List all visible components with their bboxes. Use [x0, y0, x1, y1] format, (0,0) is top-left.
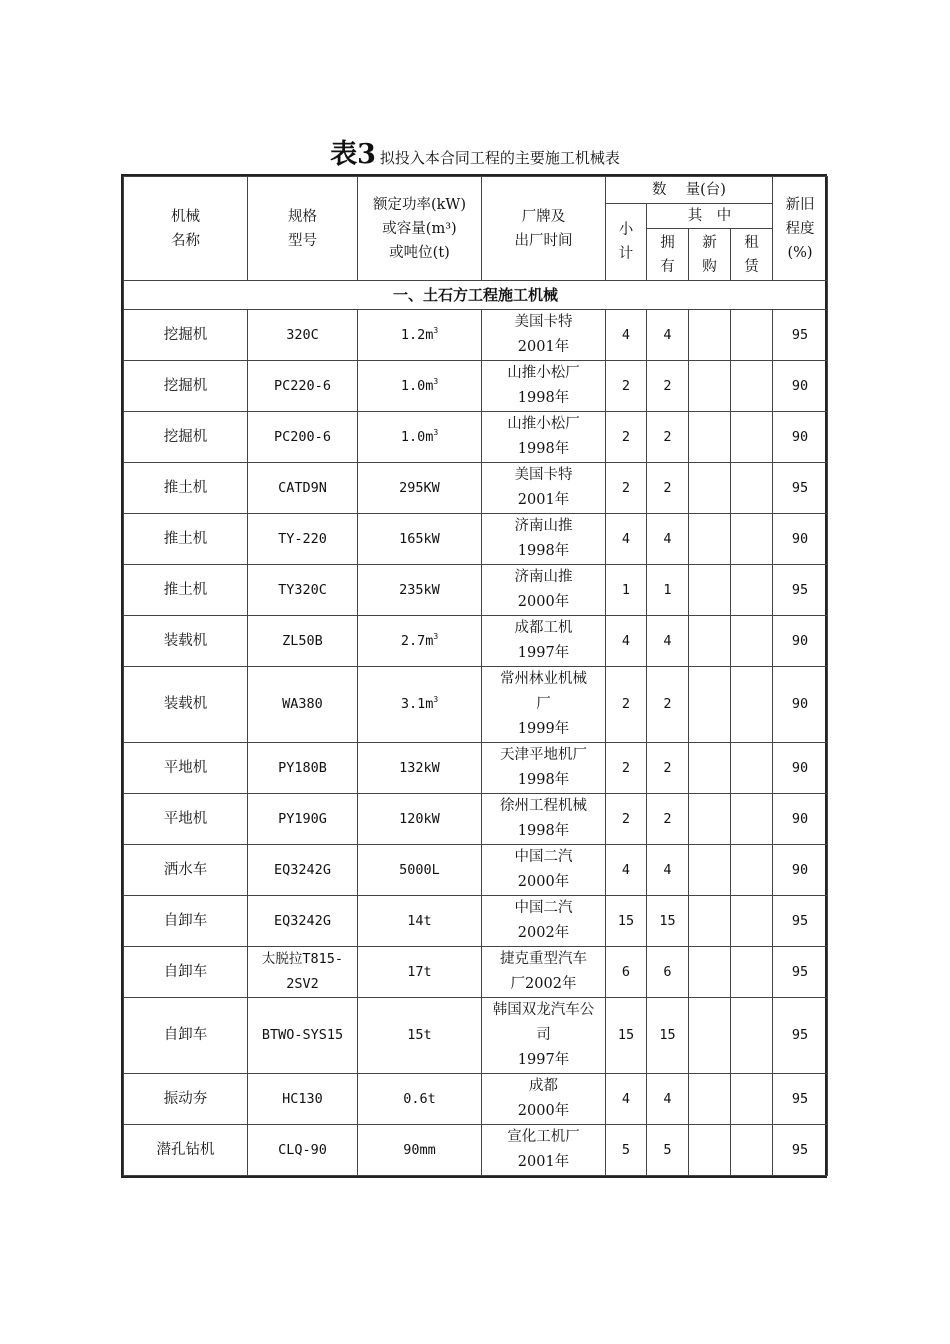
machine-maker: [482, 463, 606, 514]
machine-capacity: [358, 616, 482, 667]
qty-new: [689, 743, 731, 794]
machine-maker: [482, 616, 606, 667]
machine-name: 推土机: [124, 463, 248, 514]
qty-new: [689, 310, 731, 361]
qty-rent: [731, 514, 773, 565]
qty-owned: 4: [647, 310, 689, 361]
header-new-buy: 新 购: [689, 229, 731, 281]
machine-maker: [482, 565, 606, 616]
machine-model: [248, 947, 358, 998]
machine-model-line: TY-220: [278, 530, 327, 547]
capacity-value: 15t: [407, 1027, 432, 1043]
qty-rent: [731, 896, 773, 947]
machine-name: 振动夯: [124, 1074, 248, 1125]
machine-model-line: ZL50B: [282, 632, 323, 649]
machine-capacity: [358, 667, 482, 743]
machine-model-line: HC130: [282, 1090, 323, 1107]
machine-model: [248, 616, 358, 667]
condition-percent: 95: [773, 947, 828, 998]
qty-subtotal: 4: [606, 310, 647, 361]
machine-model: [248, 1125, 358, 1176]
header-subtotal: 小 计: [606, 204, 647, 281]
condition-percent: 95: [773, 565, 828, 616]
machine-maker: [482, 896, 606, 947]
qty-subtotal: 4: [606, 1074, 647, 1125]
qty-rent: [731, 743, 773, 794]
header-condition: 新旧 程度 (%): [773, 177, 828, 281]
machine-model-line: TY320C: [278, 581, 327, 598]
header-of-which: 其 中: [647, 204, 773, 229]
capacity-value: 235kW: [399, 581, 440, 598]
machine-maker-line: 济南山推: [514, 569, 573, 585]
machine-maker-line: 天津平地机厂: [500, 747, 587, 763]
machinery-table: [123, 176, 828, 1176]
machine-name: 推土机: [124, 565, 248, 616]
machine-name: 挖掘机: [124, 310, 248, 361]
table-row: [124, 743, 828, 794]
machine-maker-line: 济南山推: [514, 518, 573, 534]
machine-model: [248, 565, 358, 616]
header-capacity: 额定功率(kW) 或容量(m³) 或吨位(t): [358, 177, 482, 281]
qty-owned: 4: [647, 845, 689, 896]
qty-rent: [731, 616, 773, 667]
machine-capacity: [358, 514, 482, 565]
capacity-value: 17t: [407, 963, 432, 980]
qty-owned: 2: [647, 361, 689, 412]
qty-owned: 2: [647, 412, 689, 463]
qty-subtotal: 4: [606, 514, 647, 565]
machine-maker: [482, 998, 606, 1074]
capacity-unit-exponent: 3: [433, 325, 439, 335]
machine-maker-line: 1999年: [517, 721, 570, 737]
machine-model-line: 320C: [286, 326, 319, 343]
machine-model-line: PY180B: [278, 759, 327, 776]
machine-name: 洒水车: [124, 845, 248, 896]
machine-maker-line: 2001年: [517, 339, 570, 355]
qty-new: [689, 616, 731, 667]
machine-name: 挖掘机: [124, 412, 248, 463]
table-row: [124, 947, 828, 998]
machine-maker-line: 厂2002年: [510, 976, 577, 992]
condition-percent: 90: [773, 412, 828, 463]
condition-percent: 90: [773, 743, 828, 794]
machine-maker-line: 成都工机: [514, 620, 573, 636]
capacity-value: 5000L: [399, 861, 440, 878]
condition-percent: 90: [773, 514, 828, 565]
table-row: [124, 794, 828, 845]
qty-subtotal: 2: [606, 743, 647, 794]
machine-model: [248, 845, 358, 896]
machine-name: 自卸车: [124, 998, 248, 1074]
qty-new: [689, 1125, 731, 1176]
machine-name: 自卸车: [124, 896, 248, 947]
machine-model: [248, 667, 358, 743]
table-row: [124, 514, 828, 565]
machine-maker-line: 捷克重型汽车: [500, 951, 587, 967]
machine-name: 自卸车: [124, 947, 248, 998]
machine-model: [248, 361, 358, 412]
machine-maker: [482, 412, 606, 463]
qty-owned: 4: [647, 616, 689, 667]
machine-name: 潜孔钻机: [124, 1125, 248, 1176]
capacity-unit-exponent: 3: [433, 695, 439, 704]
machine-maker-line: 韩国双龙汽车公: [492, 1002, 595, 1018]
capacity-value: 0.6t: [403, 1090, 436, 1107]
machine-maker-line: 2000年: [517, 874, 570, 890]
table-row: [124, 1074, 828, 1125]
qty-rent: [731, 361, 773, 412]
header-rent: 租 赁: [731, 229, 773, 281]
qty-new: [689, 667, 731, 743]
capacity-unit-exponent: 3: [433, 631, 439, 641]
machine-maker: [482, 1125, 606, 1176]
qty-owned: 4: [647, 514, 689, 565]
qty-new: [689, 463, 731, 514]
qty-new: [689, 794, 731, 845]
qty-new: [689, 361, 731, 412]
machine-model-line: CLQ-90: [278, 1141, 327, 1158]
capacity-value: 1.0m: [400, 377, 434, 394]
machine-model-line: PC220-6: [274, 377, 331, 394]
machine-model: [248, 743, 358, 794]
machine-capacity: [358, 310, 482, 361]
machine-capacity: [358, 1074, 482, 1125]
qty-rent: [731, 1125, 773, 1176]
capacity-unit-exponent: 3: [433, 376, 439, 386]
qty-subtotal: 5: [606, 1125, 647, 1176]
capacity-value: 120kW: [399, 810, 440, 827]
qty-owned: 6: [647, 947, 689, 998]
machine-capacity: [358, 463, 482, 514]
capacity-value: 295KW: [399, 479, 440, 496]
machine-maker-line: 1998年: [517, 543, 570, 559]
header-name: 机械 名称: [124, 177, 248, 281]
qty-owned: 2: [647, 667, 689, 743]
capacity-value: 14t: [407, 912, 432, 929]
qty-rent: [731, 845, 773, 896]
qty-owned: 2: [647, 743, 689, 794]
machine-maker-line: 2001年: [517, 1154, 570, 1170]
machine-model-line: BTWO-SYS15: [261, 1027, 344, 1043]
machine-maker-line: 1998年: [517, 441, 570, 457]
machine-maker-line: 成都: [529, 1078, 558, 1094]
qty-rent: [731, 463, 773, 514]
table-row: [124, 310, 828, 361]
machine-model: [248, 1074, 358, 1125]
qty-subtotal: 2: [606, 412, 647, 463]
machine-maker-line: 2000年: [517, 594, 570, 610]
machine-maker-line: 山推小松厂: [507, 416, 580, 432]
condition-percent: 95: [773, 998, 828, 1074]
qty-subtotal: 15: [606, 896, 647, 947]
qty-rent: [731, 794, 773, 845]
machine-maker-line: 1998年: [517, 772, 570, 788]
machine-capacity: [358, 412, 482, 463]
machine-model: [248, 463, 358, 514]
condition-percent: 90: [773, 667, 828, 743]
table-row: [124, 412, 828, 463]
qty-rent: [731, 947, 773, 998]
capacity-value: 1.2m: [400, 326, 434, 343]
machine-maker-line: 美国卡特: [514, 314, 573, 330]
table-row: [124, 845, 828, 896]
machine-capacity: [358, 896, 482, 947]
capacity-value: 3.1m: [400, 696, 434, 712]
machine-maker: [482, 845, 606, 896]
qty-rent: [731, 998, 773, 1074]
qty-owned: 15: [647, 998, 689, 1074]
qty-new: [689, 896, 731, 947]
machine-maker: [482, 794, 606, 845]
machine-capacity: [358, 1125, 482, 1176]
qty-subtotal: 1: [606, 565, 647, 616]
machine-capacity: [358, 947, 482, 998]
machine-maker-line: 厂: [536, 696, 551, 712]
machine-capacity: [358, 998, 482, 1074]
machine-capacity: [358, 743, 482, 794]
condition-percent: 90: [773, 845, 828, 896]
table-row: [124, 896, 828, 947]
machine-maker-line: 2001年: [517, 492, 570, 508]
section-label: 一、土石方工程施工机械: [124, 281, 828, 310]
machine-name: 挖掘机: [124, 361, 248, 412]
machine-maker-line: 1998年: [517, 823, 570, 839]
machine-model-line: CATD9N: [278, 479, 327, 496]
capacity-value: 1.0m: [400, 428, 434, 445]
qty-new: [689, 1074, 731, 1125]
table-row: [124, 361, 828, 412]
machine-maker-line: 中国二汽: [514, 900, 573, 916]
machine-maker: [482, 667, 606, 743]
condition-percent: 95: [773, 1125, 828, 1176]
machine-model: [248, 998, 358, 1074]
qty-new: [689, 947, 731, 998]
qty-subtotal: 4: [606, 616, 647, 667]
machine-model-line: 2SV2: [286, 976, 319, 992]
table-body: [124, 177, 828, 1176]
condition-percent: 90: [773, 361, 828, 412]
table-row: [124, 616, 828, 667]
machine-model-line: EQ3242G: [274, 912, 331, 929]
machine-maker-line: 2002年: [517, 925, 570, 941]
condition-percent: 90: [773, 794, 828, 845]
machine-maker-line: 中国二汽: [514, 849, 573, 865]
qty-rent: [731, 412, 773, 463]
machine-maker-line: 司: [536, 1027, 551, 1043]
qty-subtotal: 6: [606, 947, 647, 998]
qty-new: [689, 998, 731, 1074]
machine-model-line: EQ3242G: [274, 861, 331, 878]
capacity-unit-exponent: 3: [433, 427, 439, 437]
machine-name: 装载机: [124, 616, 248, 667]
capacity-value: 132kW: [399, 759, 440, 776]
machine-model: [248, 794, 358, 845]
condition-percent: 95: [773, 310, 828, 361]
header-model: 规格 型号: [248, 177, 358, 281]
qty-rent: [731, 310, 773, 361]
machine-maker: [482, 514, 606, 565]
qty-subtotal: 2: [606, 794, 647, 845]
qty-subtotal: 2: [606, 361, 647, 412]
machine-maker: [482, 1074, 606, 1125]
machine-maker-line: 徐州工程机械: [500, 798, 587, 814]
table-row: [124, 565, 828, 616]
capacity-value: 165kW: [399, 530, 440, 547]
machine-capacity: [358, 794, 482, 845]
machine-name: 推土机: [124, 514, 248, 565]
qty-subtotal: 2: [606, 463, 647, 514]
qty-subtotal: 15: [606, 998, 647, 1074]
machine-capacity: [358, 565, 482, 616]
machine-model: [248, 514, 358, 565]
machine-maker-line: 1997年: [517, 645, 570, 661]
table-number: 表3: [330, 139, 376, 170]
table-row: [124, 998, 828, 1074]
capacity-value: 2.7m: [400, 632, 434, 649]
qty-new: [689, 565, 731, 616]
qty-owned: 5: [647, 1125, 689, 1176]
machine-model-line: WA380: [282, 696, 323, 712]
qty-new: [689, 412, 731, 463]
machine-maker: [482, 361, 606, 412]
header-row-1: [124, 177, 828, 204]
machine-maker: [482, 310, 606, 361]
machine-maker: [482, 743, 606, 794]
qty-subtotal: 4: [606, 845, 647, 896]
condition-percent: 95: [773, 1074, 828, 1125]
condition-percent: 95: [773, 463, 828, 514]
machine-name: 装载机: [124, 667, 248, 743]
machine-capacity: [358, 361, 482, 412]
machine-model: [248, 310, 358, 361]
table-row: [124, 463, 828, 514]
condition-percent: 95: [773, 896, 828, 947]
machinery-table-frame: [121, 174, 827, 1178]
qty-owned: 15: [647, 896, 689, 947]
machine-model: [248, 896, 358, 947]
machine-maker-line: 常州林业机械: [500, 671, 587, 687]
machine-model: [248, 412, 358, 463]
qty-rent: [731, 667, 773, 743]
qty-owned: 2: [647, 463, 689, 514]
qty-new: [689, 845, 731, 896]
qty-subtotal: 2: [606, 667, 647, 743]
machine-maker: [482, 947, 606, 998]
header-maker: 厂牌及 出厂时间: [482, 177, 606, 281]
machine-maker-line: 1997年: [517, 1052, 570, 1068]
machine-maker-line: 2000年: [517, 1103, 570, 1119]
table-title: [0, 132, 950, 171]
qty-new: [689, 514, 731, 565]
qty-rent: [731, 1074, 773, 1125]
machine-name: 平地机: [124, 743, 248, 794]
qty-owned: 2: [647, 794, 689, 845]
table-caption: 拟投入本合同工程的主要施工机械表: [379, 149, 620, 167]
table-row: [124, 1125, 828, 1176]
machine-name: 平地机: [124, 794, 248, 845]
table-row: [124, 667, 828, 743]
machine-maker-line: 宣化工机厂: [507, 1129, 580, 1145]
machine-capacity: [358, 845, 482, 896]
machine-maker-line: 1998年: [517, 390, 570, 406]
header-quantity: 数 量(台): [606, 177, 773, 204]
machine-model-line: PY190G: [278, 810, 327, 827]
machine-maker-line: 山推小松厂: [507, 365, 580, 381]
qty-owned: 1: [647, 565, 689, 616]
qty-owned: 4: [647, 1074, 689, 1125]
section-row: [124, 281, 828, 310]
machine-maker-line: 美国卡特: [514, 467, 573, 483]
capacity-value: 90mm: [403, 1141, 436, 1158]
qty-rent: [731, 565, 773, 616]
condition-percent: 90: [773, 616, 828, 667]
machine-model-line: 太脱拉T815-: [261, 951, 344, 967]
header-owned: 拥 有: [647, 229, 689, 281]
machine-model-line: PC200-6: [274, 428, 331, 445]
